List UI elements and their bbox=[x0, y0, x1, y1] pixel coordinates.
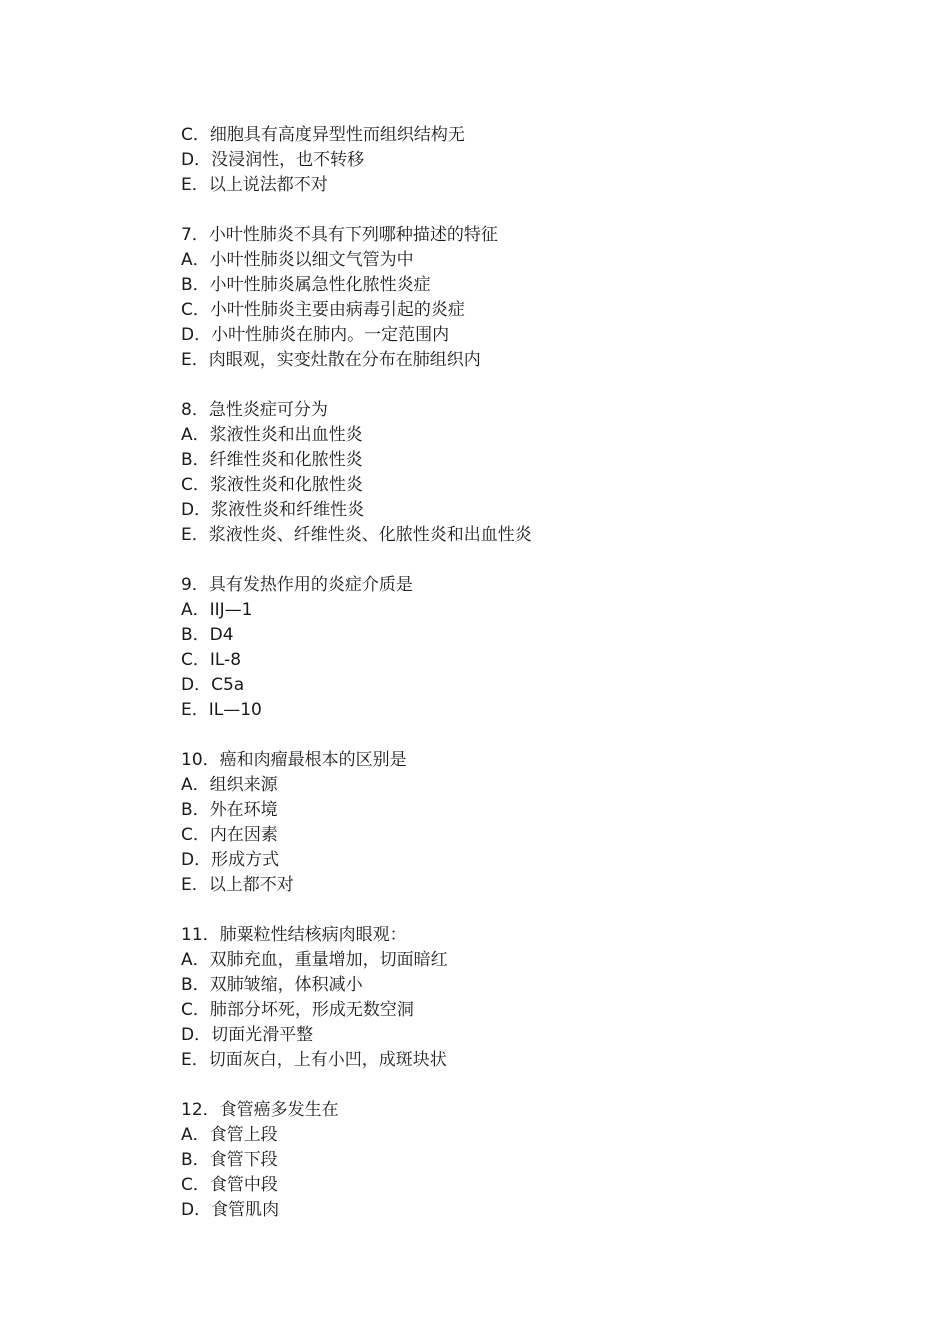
option-line: C．小叶性肺炎主要由病毒引起的炎症 bbox=[181, 300, 465, 320]
question-stem: 10．癌和肉瘤最根本的区别是 bbox=[181, 750, 407, 770]
option-line: A．食管上段 bbox=[181, 1125, 278, 1145]
option-line: B．小叶性肺炎属急性化脓性炎症 bbox=[181, 275, 431, 295]
option-line: B．双肺皱缩，体积减小 bbox=[181, 975, 363, 995]
option-line: D．小叶性肺炎在肺内。一定范围内 bbox=[181, 325, 450, 345]
question-stem: 12．食管癌多发生在 bbox=[181, 1100, 339, 1120]
question-10 bbox=[181, 748, 881, 898]
option-line: B．D4 bbox=[181, 625, 234, 645]
question-stem: 11．肺粟粒性结核病肉眼观： bbox=[181, 925, 407, 945]
option-line: C．浆液性炎和化脓性炎 bbox=[181, 475, 363, 495]
option-line: E．切面灰白，上有小凹，成斑块状 bbox=[181, 1050, 447, 1070]
option-line: B．纤维性炎和化脓性炎 bbox=[181, 450, 363, 470]
spacer bbox=[181, 723, 881, 748]
option-line: E．以上说法都不对 bbox=[181, 175, 328, 195]
option-line: C．细胞具有高度异型性而组织结构无 bbox=[181, 125, 465, 145]
option-line: E．浆液性炎、纤维性炎、化脓性炎和出血性炎 bbox=[181, 525, 532, 545]
question-9 bbox=[181, 573, 881, 723]
option-line: E．肉眼观，实变灶散在分布在肺组织内 bbox=[181, 350, 481, 370]
option-line: C．肺部分坏死，形成无数空洞 bbox=[181, 1000, 414, 1020]
question-stem: 8．急性炎症可分为 bbox=[181, 400, 328, 420]
continuation-block bbox=[181, 123, 881, 198]
option-line: D．食管肌肉 bbox=[181, 1200, 280, 1220]
option-line: A．浆液性炎和出血性炎 bbox=[181, 425, 363, 445]
option-line: C．食管中段 bbox=[181, 1175, 278, 1195]
option-line: A．IIJ—1 bbox=[181, 600, 253, 620]
option-line: B．外在环境 bbox=[181, 800, 278, 820]
option-line: C．IL-8 bbox=[181, 650, 242, 670]
question-8 bbox=[181, 398, 881, 548]
option-line: D．没浸润性，也不转移 bbox=[181, 150, 365, 170]
option-line: B．食管下段 bbox=[181, 1150, 278, 1170]
spacer bbox=[181, 373, 881, 398]
option-line: A．组织来源 bbox=[181, 775, 278, 795]
option-line: D．浆液性炎和纤维性炎 bbox=[181, 500, 365, 520]
spacer bbox=[181, 548, 881, 573]
option-line: D．C5a bbox=[181, 675, 245, 695]
question-stem: 9．具有发热作用的炎症介质是 bbox=[181, 575, 413, 595]
option-line: E．IL—10 bbox=[181, 700, 262, 720]
question-stem: 7．小叶性肺炎不具有下列哪种描述的特征 bbox=[181, 225, 498, 245]
spacer bbox=[181, 1073, 881, 1098]
option-line: D．形成方式 bbox=[181, 850, 280, 870]
question-11 bbox=[181, 923, 881, 1073]
option-line: A．双肺充血，重量增加，切面暗红 bbox=[181, 950, 448, 970]
spacer bbox=[181, 198, 881, 223]
option-line: A．小叶性肺炎以细文气管为中 bbox=[181, 250, 414, 270]
document-page bbox=[181, 123, 881, 1223]
spacer bbox=[181, 898, 881, 923]
question-7 bbox=[181, 223, 881, 373]
option-line: C．内在因素 bbox=[181, 825, 278, 845]
option-line: E．以上都不对 bbox=[181, 875, 294, 895]
question-12 bbox=[181, 1098, 881, 1223]
option-line: D．切面光滑平整 bbox=[181, 1025, 314, 1045]
